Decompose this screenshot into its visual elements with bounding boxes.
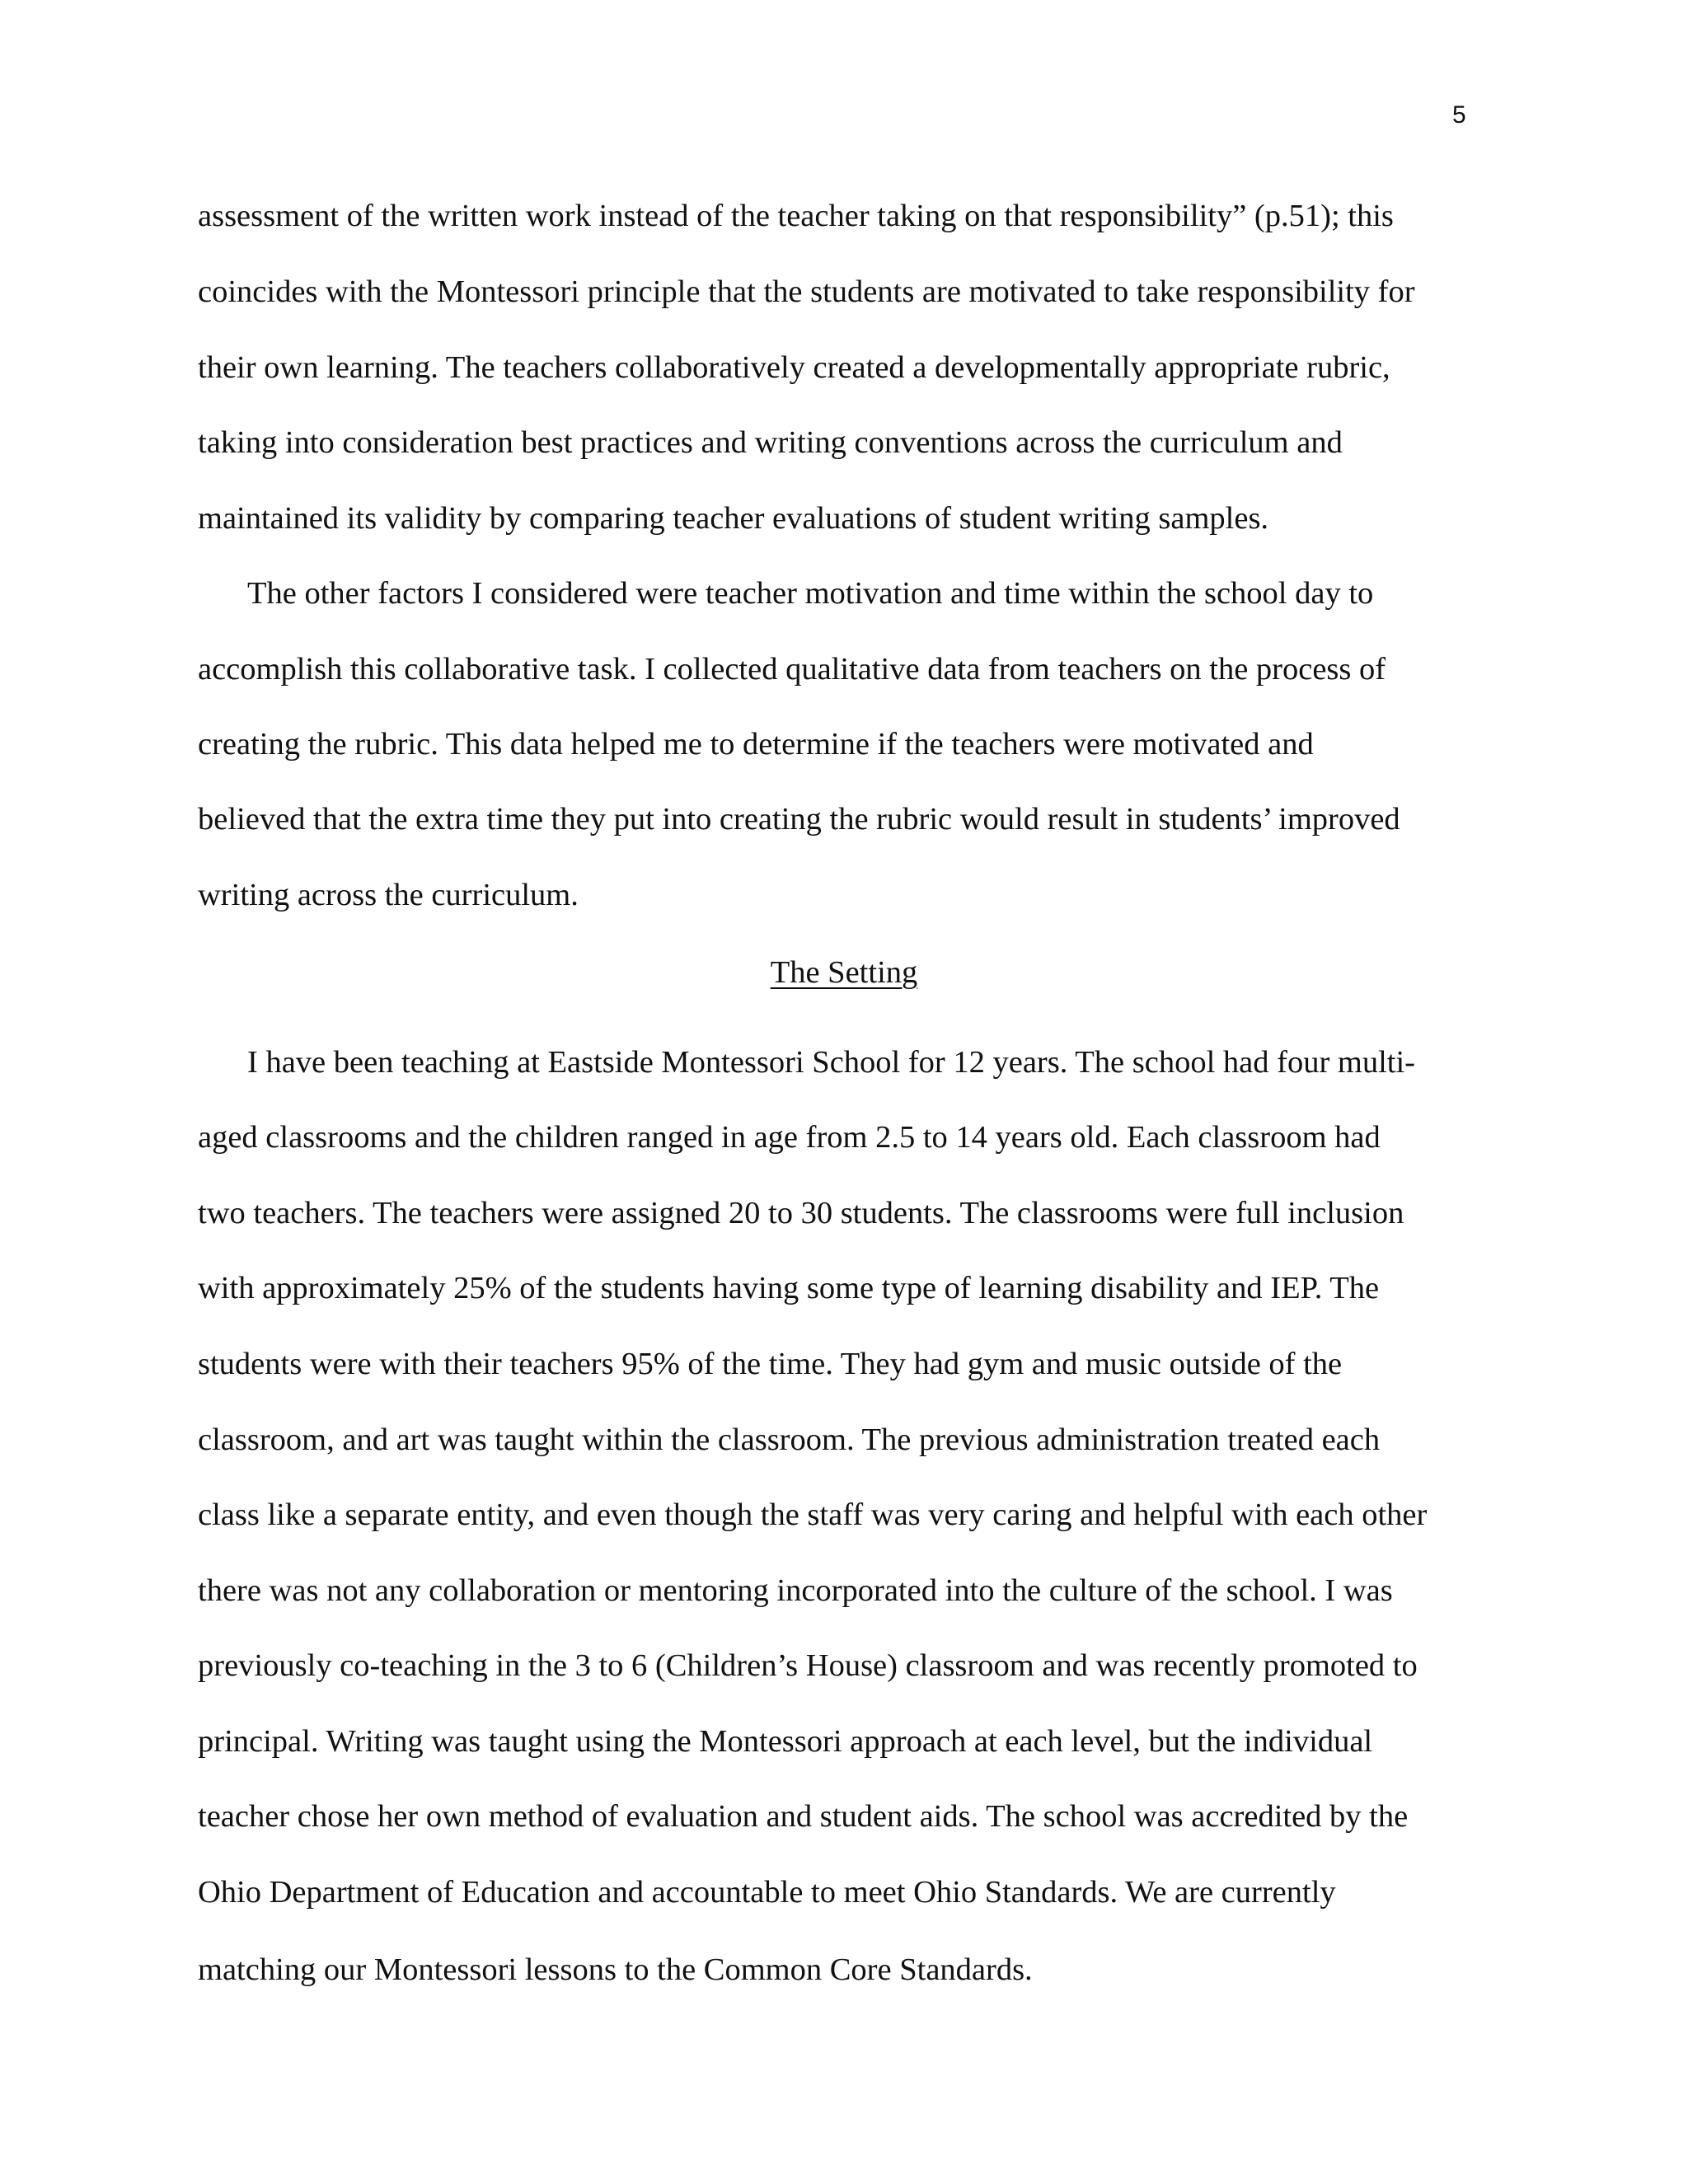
paragraph-3-line-13: matching our Montessori lessons to the Common Core Standards. <box>198 1952 1033 1987</box>
paragraph-1-line-5: maintained its validity by comparing teacher evaluations of student writing samples. <box>198 501 1269 536</box>
paragraph-3-line-5: students were with their teachers 95% of the time. They had gym and music outside of the <box>198 1347 1343 1381</box>
paragraph-3-line-7: class like a separate entity, and even though the staff was very caring and helpful with each other <box>198 1497 1428 1532</box>
paragraph-2-line-2: accomplish this collaborative task. I collected qualitative data from teachers on the process of <box>198 652 1386 687</box>
paragraph-3-line-11: teacher chose her own method of evaluation and student aids. The school was accredited by the <box>198 1799 1409 1834</box>
paragraph-2-line-5: writing across the curriculum. <box>198 878 579 912</box>
paragraph-3-line-6: classroom, and art was taught within the classroom. The previous administration treated each <box>198 1422 1381 1457</box>
paragraph-2-line-4: believed that the extra time they put into creating the rubric would result in students’ improved <box>198 802 1400 837</box>
paragraph-1-line-1: assessment of the written work instead of the teacher taking on that responsibility” (p.51); this <box>198 199 1394 233</box>
section-heading: The Setting <box>770 955 918 990</box>
paragraph-3-line-10: principal. Writing was taught using the Montessori approach at each level, but the individual <box>198 1724 1373 1759</box>
paragraph-3-line-3: two teachers. The teachers were assigned 20 to 30 students. The classrooms were full inclusion <box>198 1196 1404 1230</box>
paragraph-3-line-8: there was not any collaboration or mentoring incorporated into the culture of the school. I was <box>198 1573 1393 1608</box>
paragraph-2-line-1: The other factors I considered were teacher motivation and time within the school day to <box>247 576 1374 611</box>
paragraph-2-line-3: creating the rubric. This data helped me to determine if the teachers were motivated and <box>198 727 1314 762</box>
paragraph-3-line-9: previously co-teaching in the 3 to 6 (Children’s House) classroom and was recently promoted to <box>198 1648 1418 1683</box>
paragraph-3-line-12: Ohio Department of Education and accountable to meet Ohio Standards. We are currently <box>198 1875 1336 1910</box>
paragraph-1-line-3: their own learning. The teachers collaboratively created a developmentally appropriate rubric, <box>198 350 1390 385</box>
page-number: 5 <box>1452 101 1466 129</box>
paragraph-3-line-4: with approximately 25% of the students having some type of learning disability and IEP. The <box>198 1271 1380 1305</box>
paragraph-3-line-2: aged classrooms and the children ranged in age from 2.5 to 14 years old. Each classroom had <box>198 1120 1381 1155</box>
paragraph-1-line-2: coincides with the Montessori principle that the students are motivated to take responsibility for <box>198 274 1415 309</box>
paragraph-3-line-1: I have been teaching at Eastside Montessori School for 12 years. The school had four multi- <box>247 1045 1415 1080</box>
paragraph-1-line-4: taking into consideration best practices and writing conventions across the curriculum and <box>198 425 1343 460</box>
